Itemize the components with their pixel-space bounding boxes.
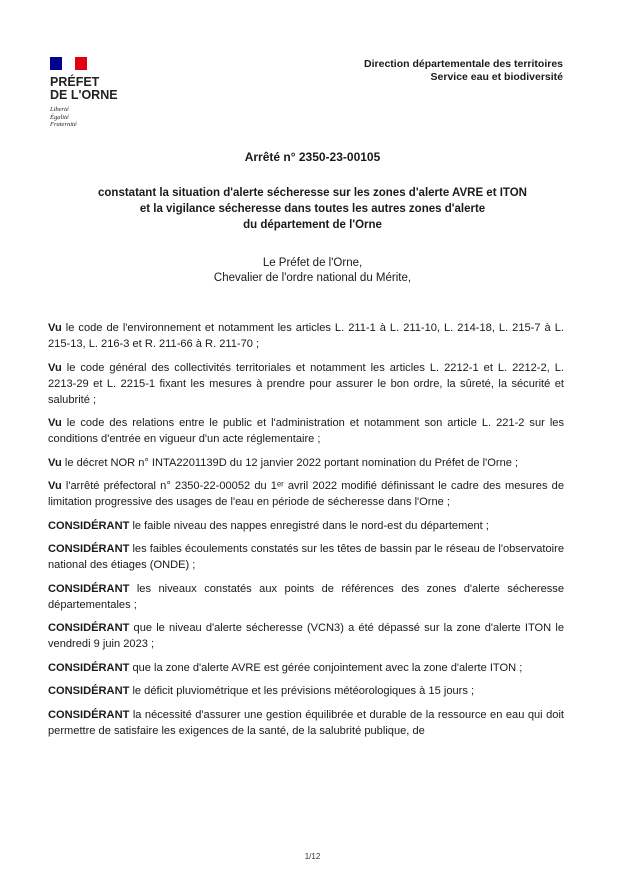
paragraph-text: que le niveau d'alerte sécheresse (VCN3) a été dépassé sur la zone d'alerte ITON le vendredi 9 juin 2023 ; bbox=[48, 622, 564, 650]
motto-liberte: Liberté bbox=[50, 106, 69, 113]
paragraph bbox=[48, 455, 564, 471]
paragraph-keyword: Vu bbox=[48, 361, 62, 374]
paragraph-keyword: Vu bbox=[48, 480, 62, 492]
arrete-subject bbox=[0, 185, 625, 233]
subject-line3: du département de l'Orne bbox=[243, 219, 382, 231]
paragraph bbox=[48, 518, 564, 534]
flag-blue bbox=[50, 57, 62, 70]
motto-fraternite: Fraternité bbox=[50, 121, 77, 128]
paragraph bbox=[48, 415, 564, 447]
paragraph-text: l'arrêté préfectoral n° 2350-22-00052 du 1ᵉʳ avril 2022 modifié définissant le cadre des mesures de limitation progressive des usages de l'eau en période de sécheresse dans l'Orne ; bbox=[48, 480, 564, 508]
paragraph-text: le décret NOR n° INTA2201139D du 12 janvier 2022 portant nomination du Préfet de l'Orne ; bbox=[61, 456, 519, 469]
paragraph-text: les niveaux constatés aux points de références des zones d'alerte sécheresse départementales ; bbox=[48, 582, 564, 611]
paragraph-keyword: CONSIDÉRANT bbox=[48, 582, 130, 595]
paragraph-keyword: CONSIDÉRANT bbox=[48, 661, 130, 674]
marianne-flag-icon bbox=[50, 57, 87, 70]
paragraph-keyword: Vu bbox=[48, 456, 62, 469]
paragraph-text: le déficit pluviométrique et les prévisions météorologiques à 15 jours ; bbox=[129, 685, 475, 697]
paragraph bbox=[48, 581, 564, 613]
paragraph bbox=[48, 478, 564, 510]
prefet-title-line1: PRÉFET bbox=[50, 75, 100, 89]
document-body bbox=[48, 320, 564, 746]
prefet-line2: Chevalier de l'ordre national du Mérite, bbox=[213, 272, 412, 284]
paragraph-keyword: Vu bbox=[48, 417, 62, 429]
paragraph-text: les faibles écoulements constatés sur les têtes de bassin par le réseau de l'observatoire national des étiages (ONDE) ; bbox=[48, 543, 564, 571]
prefet-line1: Le Préfet de l'Orne, bbox=[262, 257, 363, 269]
paragraph-keyword: CONSIDÉRANT bbox=[48, 708, 130, 721]
paragraph-text: la nécessité d'assurer une gestion équilibrée et durable de la ressource en eau qui doit permettre de satisfaire les exigences de la santé, de la salubrité publique, de bbox=[48, 708, 564, 737]
arrete-number: Arrêté n° 2350-23-00105 bbox=[244, 150, 381, 164]
paragraph bbox=[48, 541, 564, 573]
flag-red bbox=[75, 57, 87, 70]
paragraph bbox=[48, 620, 564, 652]
prefet-logo bbox=[50, 57, 118, 129]
paragraph-text: le code de l'environnement et notamment les articles L. 211-1 à L. 211-10, L. 214-18, L. 215-7 à L. 215-13, L. 216-3 et R. 211-66 à R. 211-70 ; bbox=[48, 322, 564, 350]
paragraph-text: que la zone d'alerte AVRE est gérée conjointement avec la zone d'alerte ITON ; bbox=[129, 661, 523, 674]
paragraph-text: le faible niveau des nappes enregistré dans le nord-est du département ; bbox=[129, 519, 489, 532]
prefet-title bbox=[50, 76, 118, 102]
subject-line1: constatant la situation d'alerte sécheresse sur les zones d'alerte AVRE et ITON bbox=[98, 187, 527, 199]
paragraph bbox=[48, 360, 564, 408]
issuing-service bbox=[364, 58, 563, 84]
paragraph-text: le code des relations entre le public et l'administration et notamment son article L. 221-2 sur les conditions d'entrée en vigueur d'un acte réglementaire ; bbox=[48, 417, 564, 445]
paragraph bbox=[48, 660, 564, 676]
paragraph bbox=[48, 707, 564, 739]
flag-white bbox=[62, 57, 74, 70]
page-number: 1/12 bbox=[304, 852, 321, 861]
paragraph-keyword: Vu bbox=[48, 322, 62, 334]
direction-line2: Service eau et biodiversité bbox=[430, 71, 563, 83]
prefet-title-line2: DE L'ORNE bbox=[50, 88, 118, 102]
paragraph bbox=[48, 683, 564, 699]
republic-motto bbox=[50, 106, 118, 129]
motto-egalite: Égalité bbox=[50, 113, 69, 121]
paragraph-text: le code général des collectivités territoriales et notamment les articles L. 2212-1 et L. 2212-2, L. 2213-29 et L. 2215-1 fixant les mesures à prendre pour assurer le bon ordre, la sûreté, la sécurité et salubrité ; bbox=[48, 361, 564, 406]
direction-line1: Direction départementale des territoires bbox=[364, 58, 563, 70]
paragraph-keyword: CONSIDÉRANT bbox=[48, 543, 130, 555]
subject-line2: et la vigilance sécheresse dans toutes les autres zones d'alerte bbox=[139, 203, 486, 215]
paragraph-keyword: CONSIDÉRANT bbox=[48, 685, 130, 697]
paragraph-keyword: CONSIDÉRANT bbox=[48, 622, 130, 634]
prefet-signatory bbox=[0, 256, 625, 286]
paragraph-keyword: CONSIDÉRANT bbox=[48, 519, 130, 532]
paragraph bbox=[48, 320, 564, 352]
